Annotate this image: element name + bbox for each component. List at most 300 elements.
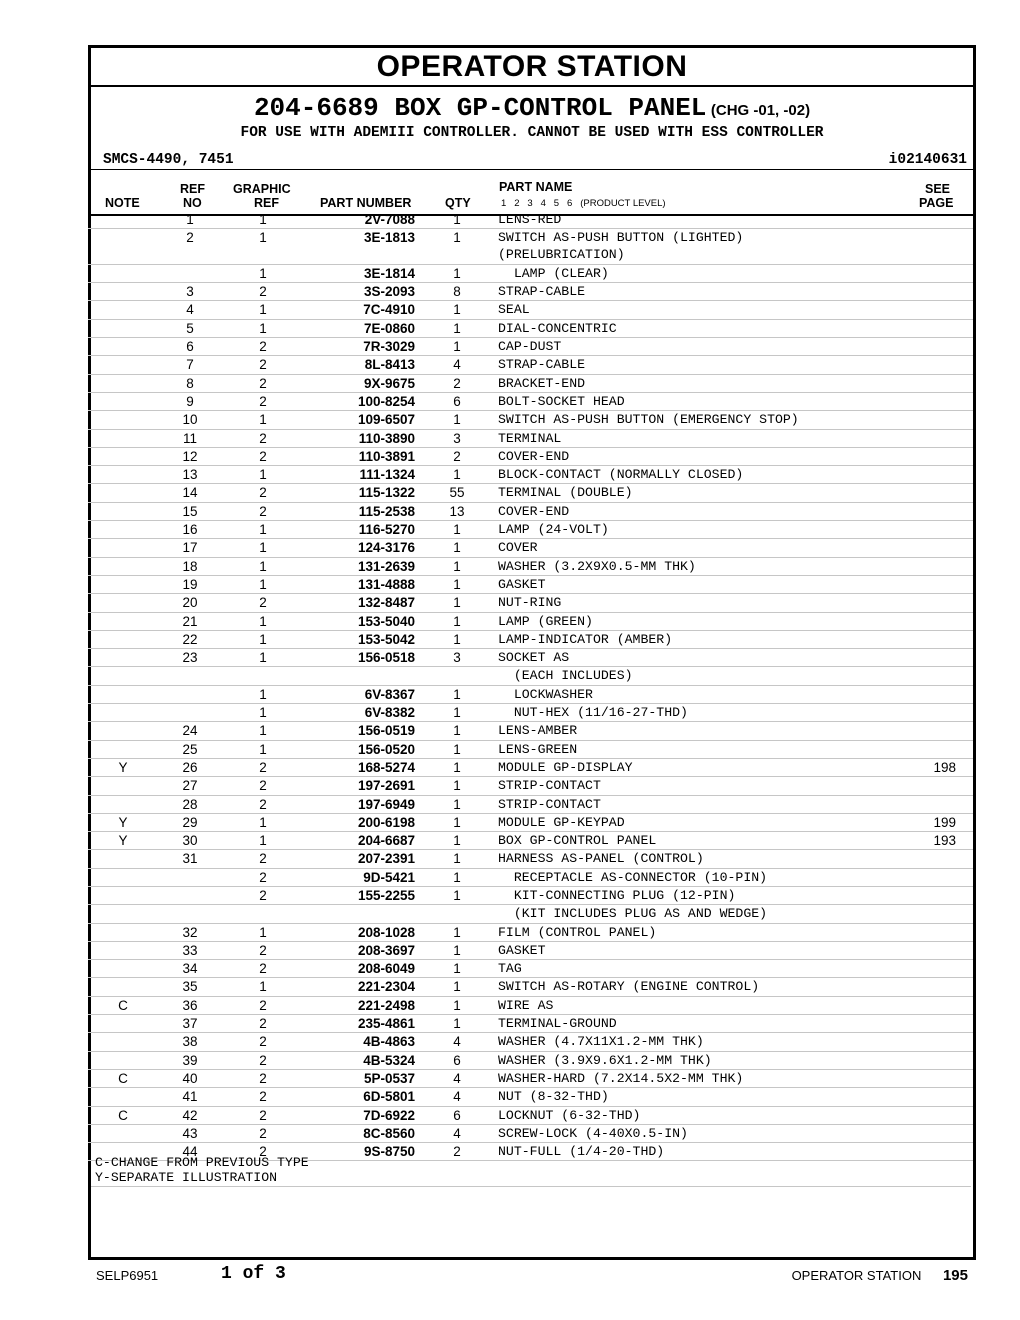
cell-qty: 1 [453,833,461,849]
cell-part-number: 7D-6922 [363,1107,415,1123]
cell-graphic-ref: 2 [259,961,267,977]
cell-ref-no: 23 [182,650,198,666]
cell-part-name: COVER-END [498,448,570,464]
cell-ref-no: 36 [182,997,198,1013]
usage-note: FOR USE WITH ADEMIII CONTROLLER. CANNOT BE USED WITH ESS CONTROLLER [240,125,824,141]
cell-qty: 1 [453,961,461,977]
table-row [88,539,973,557]
cell-qty: 1 [453,339,461,355]
cell-graphic-ref: 1 [259,576,267,592]
cell-ref-no: 30 [182,833,198,849]
col-qty: QTY [445,196,471,210]
col-graphic-bottom: REF [254,196,279,210]
cell-part-name: LOCKWASHER [498,686,593,702]
table-row [88,1015,973,1033]
cell-part-name: BRACKET-END [498,375,586,391]
cell-graphic-ref: 2 [259,796,267,812]
cell-graphic-ref: 2 [259,448,267,464]
cell-qty: 1 [453,686,461,702]
footer-doc-id: SELP6951 [96,1268,159,1283]
cell-ref-no: 15 [182,503,198,519]
cell-part-name: STRIP-CONTACT [498,796,601,812]
cell-ref-no: 25 [182,741,198,757]
cell-part-number: 156-0519 [357,723,415,739]
cell-graphic-ref: 2 [259,1107,267,1123]
cell-part-name: FILM (CONTROL PANEL) [498,924,657,940]
cell-part-name: NUT-HEX (11/16-27-THD) [498,705,688,721]
footer-section-name: OPERATOR STATION [791,1268,922,1283]
cell-qty: 2 [453,1144,461,1160]
table-row [88,613,973,631]
cell-part-name: TAG [498,961,522,977]
cell-part-number: 168-5274 [357,759,415,775]
cell-qty: 1 [453,302,461,318]
table-row [88,942,973,960]
cell-graphic-ref: 2 [259,1089,267,1105]
cell-qty: 1 [453,265,461,281]
parts-list-header [91,87,973,216]
cell-part-number: 132-8487 [357,595,415,611]
cell-qty: 1 [453,924,461,940]
cell-ref-no: 20 [182,595,198,611]
cell-ref-no: 29 [182,814,198,830]
cell-part-name: WASHER (3.9X9.6X1.2-MM THK) [498,1052,712,1068]
table-row [88,649,973,667]
cell-part-number: 6V-8382 [364,705,415,721]
col-product-level: 1 2 3 4 5 6 (PRODUCT LEVEL) [501,198,666,209]
table-row [88,722,973,740]
cell-qty: 2 [453,448,461,464]
cell-qty: 13 [449,503,465,519]
cell-note: C [118,1070,128,1086]
cell-graphic-ref: 2 [259,759,267,775]
cell-part-number: 200-6198 [357,814,415,830]
table-row [88,283,973,301]
cell-part-number: 153-5042 [357,631,415,647]
cell-graphic-ref: 2 [259,942,267,958]
cell-part-number: 9S-8750 [363,1144,415,1160]
cell-ref-no: 37 [182,1016,198,1032]
cell-part-name: GASKET [498,576,546,592]
cell-graphic-ref: 2 [259,778,267,794]
cell-qty: 1 [453,778,461,794]
cell-part-name: WIRE AS [498,997,554,1013]
cell-qty: 1 [453,212,461,227]
col-graphic-top: GRAPHIC [233,182,291,196]
cell-note: Y [118,833,128,849]
cell-ref-no: 5 [186,320,194,336]
cell-graphic-ref: 1 [259,705,267,721]
cell-graphic-ref: 2 [259,375,267,391]
cell-part-name: SOCKET AS [498,650,570,666]
cell-part-number: 235-4861 [357,1016,415,1032]
cell-part-name: CAP-DUST [498,339,562,355]
col-see-bottom: PAGE [919,196,954,210]
cell-qty: 1 [453,814,461,830]
cell-qty: 1 [453,558,461,574]
cell-part-number: 115-2538 [358,503,415,519]
cell-part-number: 3E-1814 [363,265,415,281]
table-row [88,1052,973,1070]
cell-qty: 4 [453,357,461,373]
cell-part-number: 116-5270 [358,522,415,538]
cell-qty: 1 [453,796,461,812]
cell-qty: 1 [453,705,461,721]
cell-ref-no: 3 [186,284,194,300]
cell-qty: 55 [449,485,465,501]
cell-ref-no: 17 [182,540,198,556]
cell-ref-no: 44 [182,1144,198,1160]
cell-part-name: STRIP-CONTACT [498,778,601,794]
cell-qty: 1 [453,320,461,336]
table-row [88,741,973,759]
cell-ref-no: 41 [182,1089,198,1105]
cell-ref-no: 32 [182,924,198,940]
cell-ref-no: 35 [182,979,198,995]
table-row [88,796,973,814]
cell-part-number: 221-2498 [357,997,415,1013]
cell-qty: 2 [453,375,461,391]
table-row [88,411,973,429]
cell-part-name: LAMP (GREEN) [498,613,593,629]
table-row [88,521,973,539]
table-row [88,338,973,356]
cell-ref-no: 2 [186,230,194,246]
cell-part-name: STRAP-CABLE [498,284,586,300]
col-part-name: PART NAME [499,180,573,194]
cell-part-name: LAMP-INDICATOR (AMBER) [498,631,673,647]
table-row [88,777,973,795]
cell-qty: 1 [453,595,461,611]
assembly-change-code: (CHG -01, -02) [710,102,811,119]
cell-part-name: BOLT-SOCKET HEAD [498,393,625,409]
cell-part-number: 110-3890 [358,430,415,446]
cell-see-page: 198 [933,759,956,775]
table-row [88,850,973,868]
table-row [88,484,973,502]
cell-graphic-ref: 1 [259,814,267,830]
cell-qty: 1 [453,230,461,246]
cell-qty: 4 [453,1125,461,1141]
cell-ref-no: 14 [182,485,198,501]
cell-qty: 6 [453,1052,461,1068]
cell-ref-no: 43 [182,1125,198,1141]
cell-part-number: 208-3697 [357,942,415,958]
cell-graphic-ref: 2 [259,485,267,501]
cell-ref-no: 16 [182,522,198,538]
cell-part-number: 3E-1813 [363,230,415,246]
cell-ref-no: 1 [186,212,194,227]
cell-part-name: WASHER (3.2X9X0.5-MM THK) [498,558,696,574]
cell-qty: 3 [453,430,461,446]
cell-part-name: HARNESS AS-PANEL (CONTROL) [498,851,704,867]
footer-page-of: 1 of 3 [221,1264,286,1284]
cell-qty: 6 [453,393,461,409]
cell-ref-no: 26 [182,759,198,775]
table-row [88,832,973,850]
cell-ref-no: 38 [182,1034,198,1050]
cell-graphic-ref: 2 [259,1016,267,1032]
assembly-title [91,93,973,123]
cell-part-name: WASHER (4.7X11X1.2-MM THK) [498,1034,704,1050]
cell-part-number: 6V-8367 [364,686,415,702]
cell-part-name: SWITCH AS-ROTARY (ENGINE CONTROL) [498,979,760,995]
table-row [88,814,973,832]
cell-part-name: LOCKNUT (6-32-THD) [498,1107,641,1123]
table-row [88,229,973,265]
table-row [88,375,973,393]
cell-part-number: 3S-2093 [363,284,415,300]
table-row [88,466,973,484]
cell-part-name: BOX GP-CONTROL PANEL [498,833,657,849]
cell-graphic-ref: 1 [259,412,267,428]
cell-graphic-ref: 2 [259,997,267,1013]
cell-ref-no: 8 [186,375,194,391]
cell-qty: 1 [453,576,461,592]
cell-qty: 4 [453,1070,461,1086]
cell-part-number: 9X-9675 [363,375,415,391]
legend-divider [91,1186,971,1187]
cell-graphic-ref: 1 [259,540,267,556]
cell-graphic-ref: 1 [259,320,267,336]
cell-part-name: COVER-END [498,503,570,519]
cell-see-page: 193 [933,833,956,849]
table-row [88,667,973,685]
cell-part-number: 8C-8560 [363,1125,415,1141]
table-row [88,356,973,374]
cell-part-name: NUT-RING [498,595,562,611]
cell-graphic-ref: 2 [259,595,267,611]
table-row [88,686,973,704]
cell-part-name: STRAP-CABLE [498,357,586,373]
cell-ref-no: 11 [182,430,197,446]
cell-part-name: GASKET [498,942,546,958]
cell-ref-no: 42 [182,1107,198,1123]
cell-part-name: MODULE GP-KEYPAD [498,814,625,830]
cell-qty: 1 [453,887,461,903]
table-row [88,887,973,905]
cell-ref-no: 21 [182,613,198,629]
table-row [88,759,973,777]
cell-part-number: 5P-0537 [363,1070,415,1086]
cell-graphic-ref: 1 [259,558,267,574]
cell-part-name: RECEPTACLE AS-CONNECTOR (10-PIN) [498,869,768,885]
cell-part-name: NUT-FULL (1/4-20-THD) [498,1144,665,1160]
cell-graphic-ref: 2 [259,1125,267,1141]
cell-ref-no: 7 [186,357,194,373]
table-row [88,576,973,594]
page-title: OPERATOR STATION [91,48,973,87]
cell-graphic-ref: 2 [259,1144,267,1160]
cell-part-name: SWITCH AS-PUSH BUTTON (LIGHTED) (PRELUBRICATION) [498,230,744,263]
cell-part-number: 109-6507 [357,412,415,428]
table-row [88,448,973,466]
cell-part-number: 9D-5421 [363,869,415,885]
cell-part-number: 8L-8413 [364,357,415,373]
footer-section [792,1267,968,1284]
cell-part-number: 156-0520 [357,741,415,757]
cell-qty: 8 [453,284,461,300]
cell-part-number: 156-0518 [357,650,415,666]
cell-graphic-ref: 1 [259,467,267,483]
cell-part-name: COVER [498,540,538,556]
illustration-id: i02140631 [888,152,967,168]
table-row [88,1107,973,1125]
table-row [88,704,973,722]
cell-part-name: DIAL-CONCENTRIC [498,320,617,336]
cell-part-number: 4B-4863 [363,1034,415,1050]
cell-qty: 1 [453,942,461,958]
cell-graphic-ref: 1 [259,631,267,647]
cell-ref-no: 19 [182,576,198,592]
cell-graphic-ref: 2 [259,393,267,409]
cell-part-number: 7E-0860 [363,320,415,336]
cell-graphic-ref: 1 [259,741,267,757]
assembly-name: 204-6689 BOX GP-CONTROL PANEL [253,93,707,123]
cell-graphic-ref: 1 [259,686,267,702]
cell-ref-no: 28 [182,796,198,812]
cell-qty: 3 [453,650,461,666]
cell-part-number: 221-2304 [357,979,415,995]
cell-graphic-ref: 2 [259,1052,267,1068]
cell-ref-no: 4 [186,302,194,318]
cell-part-number: 110-3891 [358,448,415,464]
cell-part-number: 204-6687 [357,833,415,849]
cell-graphic-ref: 2 [259,869,267,885]
cell-part-name: SWITCH AS-PUSH BUTTON (EMERGENCY STOP) [498,412,799,428]
cell-graphic-ref: 1 [259,979,267,995]
col-part-number: PART NUMBER [320,196,412,210]
col-see-top: SEE [925,182,951,196]
table-row [88,924,973,942]
cell-part-name: LENS-AMBER [498,723,578,739]
cell-part-number: 111-1324 [359,467,415,483]
table-row [88,301,973,319]
cell-graphic-ref: 2 [259,284,267,300]
cell-note: Y [118,814,128,830]
cell-part-number: 131-4888 [357,576,415,592]
cell-graphic-ref: 2 [259,1070,267,1086]
cell-ref-no: 31 [182,851,198,867]
table-row [88,960,973,978]
cell-qty: 1 [453,723,461,739]
cell-part-number: 207-2391 [357,851,415,867]
cell-graphic-ref: 2 [259,1034,267,1050]
table-row [88,1125,973,1143]
cell-note: Y [118,759,128,775]
cell-qty: 4 [453,1089,461,1105]
cell-graphic-ref: 2 [259,887,267,903]
table-row [88,558,973,576]
cell-qty: 1 [453,997,461,1013]
cell-part-number: 7C-4910 [363,302,415,318]
cell-qty: 1 [453,412,461,428]
cell-part-number: 153-5040 [357,613,415,629]
cell-graphic-ref: 2 [259,430,267,446]
cell-part-name: WASHER-HARD (7.2X14.5X2-MM THK) [498,1070,744,1086]
parts-table-body [88,211,973,1161]
cell-part-name: SCREW-LOCK (4-40X0.5-IN) [498,1125,688,1141]
cell-part-number: 155-2255 [357,887,415,903]
cell-part-number: 7R-3029 [363,339,415,355]
legend: C-CHANGE FROM PREVIOUS TYPE Y-SEPARATE ILLUSTRATION [95,1155,309,1185]
cell-part-name: LENS-GREEN [498,741,578,757]
cell-qty: 1 [453,631,461,647]
cell-ref-no: 33 [182,942,198,958]
table-row [88,1088,973,1106]
cell-part-name: NUT (8-32-THD) [498,1089,609,1105]
cell-part-name: SEAL [498,302,530,318]
cell-ref-no: 27 [182,778,198,794]
cell-qty: 1 [453,1016,461,1032]
cell-part-number: 2V-7088 [364,212,415,227]
cell-part-name: BLOCK-CONTACT (NORMALLY CLOSED) [498,467,744,483]
table-row [88,869,973,887]
cell-ref-no: 39 [182,1052,198,1068]
cell-part-name: (KIT INCLUDES PLUG AS AND WEDGE) [498,906,768,922]
table-row [88,320,973,338]
cell-graphic-ref: 1 [259,212,267,227]
cell-see-page: 199 [933,814,956,830]
cell-part-name: TERMINAL-GROUND [498,1016,617,1032]
cell-ref-no: 12 [182,448,198,464]
cell-qty: 1 [453,522,461,538]
cell-graphic-ref: 2 [259,357,267,373]
cell-note: C [118,997,128,1013]
cell-graphic-ref: 1 [259,924,267,940]
cell-qty: 1 [453,851,461,867]
table-row [88,430,973,448]
cell-qty: 1 [453,979,461,995]
cell-part-number: 197-2691 [357,778,415,794]
cell-ref-no: 40 [182,1070,198,1086]
table-row [88,503,973,521]
cell-graphic-ref: 1 [259,302,267,318]
smcs-code: SMCS-4490, 7451 [103,152,234,168]
cell-qty: 1 [453,759,461,775]
cell-part-name: LAMP (CLEAR) [498,265,609,281]
cell-graphic-ref: 1 [259,265,267,281]
cell-graphic-ref: 1 [259,522,267,538]
cell-qty: 1 [453,540,461,556]
cell-qty: 1 [453,869,461,885]
footer-page-number: 195 [942,1267,968,1284]
cell-qty: 4 [453,1034,461,1050]
cell-graphic-ref: 1 [259,230,267,246]
table-row [88,997,973,1015]
cell-part-number: 6D-5801 [363,1089,415,1105]
cell-qty: 1 [453,467,461,483]
cell-part-name: TERMINAL (DOUBLE) [498,485,633,501]
cell-part-name: LENS-RED [498,212,562,227]
col-ref-top: REF [180,182,205,196]
table-row [88,594,973,612]
cell-ref-no: 10 [182,412,198,428]
cell-ref-no: 6 [186,339,194,355]
cell-part-number: 197-6949 [357,796,415,812]
cell-qty: 1 [453,613,461,629]
col-note: NOTE [105,196,140,210]
cell-part-number: 124-3176 [357,540,415,556]
table-row [88,631,973,649]
table-row [88,393,973,411]
cell-ref-no: 24 [182,723,198,739]
cell-graphic-ref: 1 [259,723,267,739]
cell-graphic-ref: 1 [259,833,267,849]
cell-part-number: 100-8254 [357,393,415,409]
cell-part-number: 115-1322 [358,485,415,501]
table-row [88,905,973,923]
